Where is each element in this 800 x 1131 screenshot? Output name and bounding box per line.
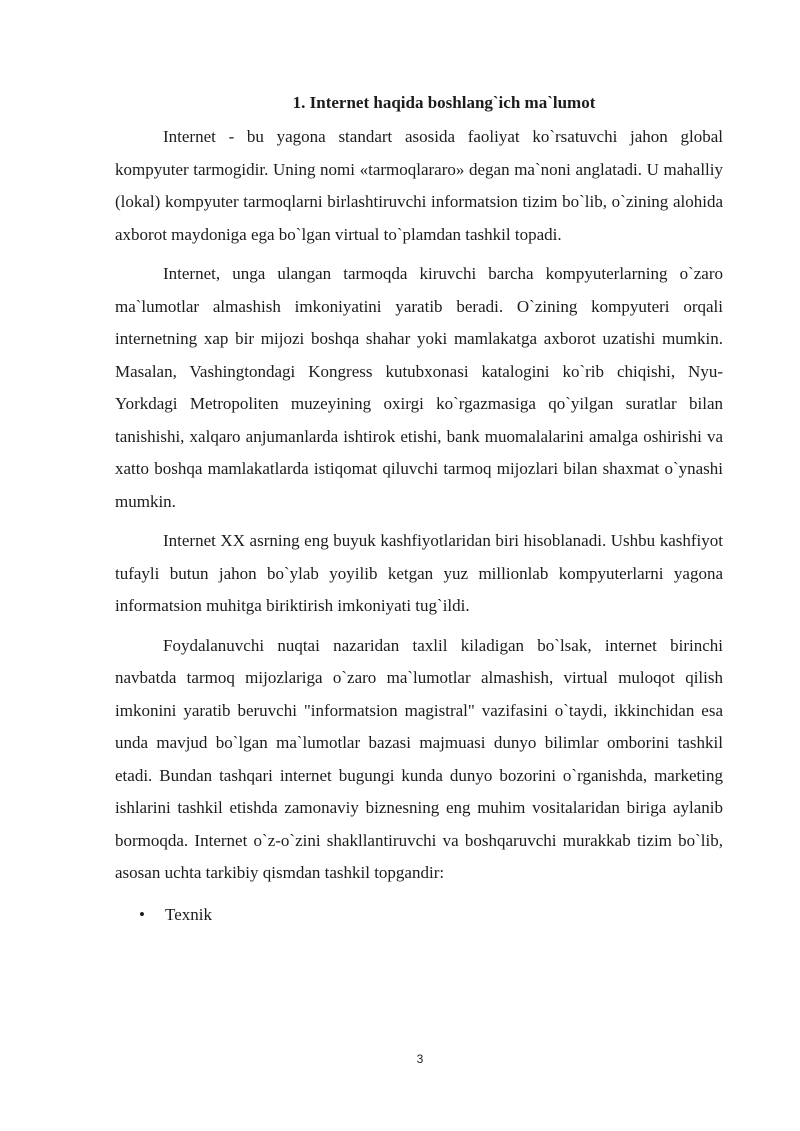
list-item (115, 900, 723, 930)
component-list (115, 900, 723, 930)
paragraph-2: Internet, unga ulangan tarmoqda kiruvchi barcha kompyuterlarning o`zaro ma`lumotlar almashish imkoniyatini yaratib beradi. O`zining kompyuteri orqali internetning xap bir mijozi boshqa shahar yoki mamlakatga axborot uzatishi mumkin. Masalan, Vashingtondagi Kongress kutubxonasi katalogini ko`rib chiqishi, Nyu-Yorkdagi Metropoliten muzeyining oxirgi ko`rgazmasiga qo`yilgan suratlar bilan tanishishi, xalqaro anjumanlarda ishtirok etishi, bank muomalalarini amalga oshirishi va xatto boshqa mamlakatlarda istiqomat qiluvchi tarmoq mijozlari bilan shaxmat o`ynashi mumkin. (115, 264, 723, 511)
bullet-icon: • (139, 904, 145, 924)
section-title: 1. Internet haqida boshlang`ich ma`lumot (292, 93, 596, 112)
page-number: 3 (416, 1052, 424, 1066)
paragraph-1: Internet - bu yagona standart asosida faoliyat ko`rsatuvchi jahon global kompyuter tarmogidir. Uning nomi «tarmoqlararo» degan ma`noni anglatadi. U mahalliy (lokal) kompyuter tarmoqlarni birlashtiruvchi informatsion tizim bo`lib, o`zining alohida axborot maydoniga ega bo`lgan virtual to`plamdan tashkil topadi. (115, 127, 723, 244)
list-item-text: Texnik (165, 904, 212, 924)
page-content (115, 90, 723, 930)
paragraph-4: Foydalanuvchi nuqtai nazaridan taxlil kiladigan bo`lsak, internet birinchi navbatda tarmoq mijozlariga o`zaro ma`lumotlar almashish, virtual muloqot qilish imkonini yaratib beruvchi "informatsion magistral" vazifasini o`taydi, ikkinchidan esa unda mavjud bo`lgan ma`lumotlar bazasi majmuasi dunyo bilimlar omborini tashkil etadi. Bundan tashqari internet bugungi kunda dunyo bozorini o`rganishda, marketing ishlarini tashkil etishda zamonaviy biznesning eng muhim vositalaridan biriga aylanib bormoqda. Internet o`z-o`zini shakllantiruvchi va boshqaruvchi murakkab tizim bo`lib, asosan uchta tarkibiy qismdan tashkil topgandir: (115, 635, 723, 882)
paragraph-3: Internet XX asrning eng buyuk kashfiyotlaridan biri hisoblanadi. Ushbu kashfiyot tufayli butun jahon bo`ylab yoyilib ketgan yuz millionlab kompyuterlarni yagona informatsion muhitga biriktirish imkoniyati tug`ildi. (115, 531, 723, 615)
